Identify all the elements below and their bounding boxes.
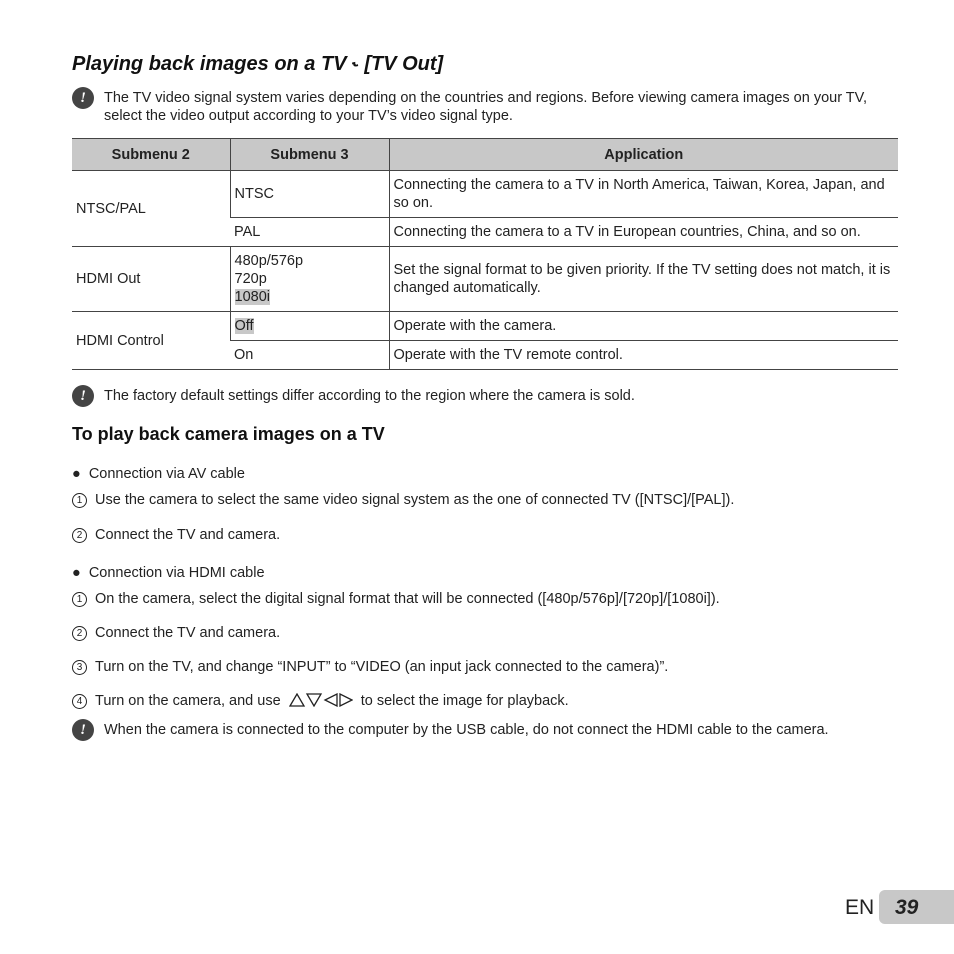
table-row [72, 171, 898, 218]
cell-submenu2-ntsc-pal: NTSC/PAL [72, 171, 230, 247]
cell-app-pal: Connecting the camera to a TV in European countries, China, and so on. [389, 218, 898, 247]
step-number-2-icon: 2 [72, 528, 87, 543]
option-1080i-default: 1080i [234, 289, 270, 305]
hdmi-step-1: 1 On the camera, select the digital signal format that will be connected ([480p/576p]/[720p]/[1080i]). [72, 591, 720, 607]
cell-app-hdmi-out: Set the signal format to be given priority. If the TV setting does not match, it is changed automatically. [389, 247, 898, 312]
section-title: To play back camera images on a TV [72, 424, 385, 444]
table-header-row [72, 139, 898, 171]
cell-submenu2-hdmi-out: HDMI Out [72, 247, 230, 312]
cell-submenu2-hdmi-control: HDMI Control [72, 312, 230, 370]
cell-app-on: Operate with the TV remote control. [389, 341, 898, 370]
caution-icon: ! [72, 385, 94, 407]
option-480p-576p: 480p/576p [234, 253, 304, 269]
cell-app-ntsc: Connecting the camera to a TV in North America, Taiwan, Korea, Japan, and so on. [389, 171, 898, 218]
header-application: Application [389, 139, 898, 171]
note-text: The factory default settings differ according to the region where the camera is sold. [104, 388, 635, 404]
language-label: EN [845, 896, 875, 919]
table-row [72, 247, 898, 312]
av-step-2: 2 Connect the TV and camera. [72, 527, 280, 543]
cell-option-pal: PAL [230, 218, 389, 247]
cell-app-off: Operate with the camera. [389, 312, 898, 341]
settings-table [72, 138, 898, 370]
note-text: When the camera is connected to the computer by the USB cable, do not connect the HDMI cable to the camera. [104, 722, 829, 738]
bullet-icon: ● [72, 565, 81, 581]
caution-icon: ! [72, 87, 94, 109]
step-number-1-icon: 1 [72, 493, 87, 508]
header-submenu2: Submenu 2 [72, 139, 230, 171]
cell-option-on: On [230, 341, 389, 370]
page-number: 39 [895, 896, 919, 919]
page-title: Playing back images on a TV ˞ [TV Out] [72, 53, 444, 75]
note-text: The TV video signal system varies depending on the countries and regions. Before viewing camera images on your TV, select the video output according to your TV’s video signal type. [104, 90, 868, 124]
option-off-default: Off [234, 318, 254, 334]
step-number-3-icon: 3 [72, 660, 87, 675]
hdmi-step-4: 4 Turn on the camera, and use to select the image for playback. [72, 693, 569, 709]
hdmi-step-3: 3 Turn on the TV, and change “INPUT” to “VIDEO (an input jack connected to the camera)”. [72, 659, 668, 675]
av-step-1: 1 Use the camera to select the same video signal system as the one of connected TV ([NTSC]/[PAL]). [72, 492, 734, 508]
table-row [72, 312, 898, 341]
step-number-2-icon: 2 [72, 626, 87, 641]
av-cable-heading: ● Connection via AV cable [72, 466, 245, 482]
step-number-4-icon: 4 [72, 694, 87, 709]
step-number-1-icon: 1 [72, 592, 87, 607]
hdmi-cable-heading: ● Connection via HDMI cable [72, 565, 265, 581]
header-submenu3: Submenu 3 [230, 139, 389, 171]
cell-options-hdmi-out [230, 247, 389, 312]
hdmi-step-2: 2 Connect the TV and camera. [72, 625, 280, 641]
arrow-pad-icon [289, 693, 353, 707]
bullet-icon: ● [72, 466, 81, 482]
option-720p: 720p [234, 271, 267, 287]
cell-option-ntsc: NTSC [230, 171, 389, 218]
caution-icon: ! [72, 719, 94, 741]
